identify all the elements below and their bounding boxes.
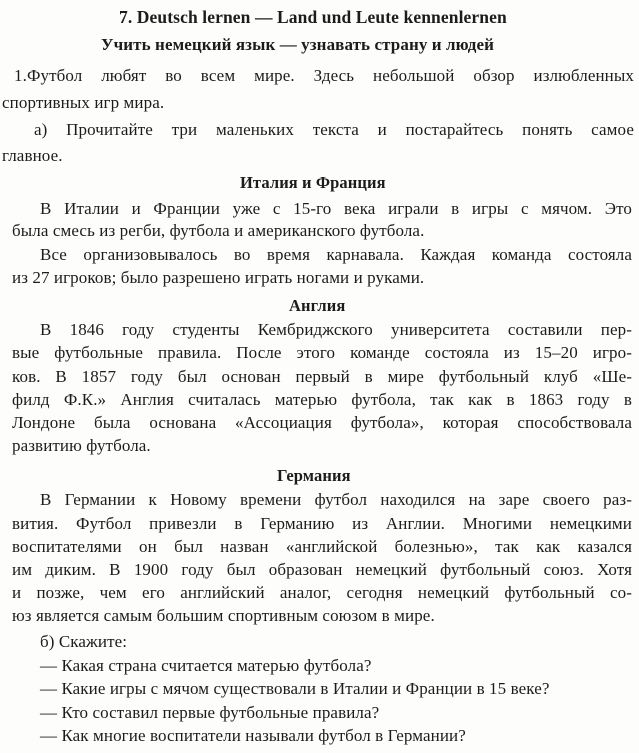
germany-line-1: В Германии к Новому времени футбол находился на заре своего раз- (40, 490, 632, 509)
task-b-question-1: — Какая страна считается матерью футбола? (40, 656, 372, 675)
germany-line-2: вития. Футбол привезли в Германию из Англии. Многими немецкими (12, 514, 632, 533)
task-b-question-3: — Кто составил первые футбольные правила? (40, 703, 380, 722)
england-line-1: В 1846 году студенты Кембриджского университета составили пер- (40, 320, 632, 339)
section-title-italy-france: Италия и Франция (240, 173, 386, 192)
exercise-intro-line-2: спортивных игр мира. (2, 93, 165, 112)
england-line-6: развитию футбола. (12, 436, 151, 455)
germany-line-5: и позже, чем его английский аналог, сегодня немецкий футбольный со- (12, 583, 632, 602)
section-title-england: Англия (289, 296, 346, 315)
task-b-question-2: — Какие игры с мячом существовали в Италии и Франции в 15 веке? (40, 679, 550, 698)
italy-france-line-2: была смесь из регби, футбола и американского футбола. (12, 221, 425, 240)
exercise-intro-line-1: 1.Футбол любят во всем мире. Здесь небольшой обзор излюбленных (14, 66, 634, 85)
task-b-question-4: — Как многие воспитатели называли футбол в Германии? (40, 726, 466, 745)
germany-line-6: юз является самым большим спортивным союзом в мире. (12, 606, 435, 625)
england-line-5: Лондоне была основана «Ассоциация футбола», которая способствовала (12, 413, 632, 432)
italy-france-line-3: Все организовывалось во время карнавала. Каждая команда состояла (40, 245, 632, 264)
italy-france-line-4: из 27 игроков; было разрешено играть ногами и руками. (12, 268, 425, 287)
england-line-4: филд Ф.К.» Англия считалась матерью футбола, так как в 1863 году в (12, 390, 632, 409)
task-a-line-2: главное. (2, 146, 63, 165)
german-title: 7. Deutsch lernen — Land und Leute kennenlernen (119, 7, 507, 27)
task-b-title: б) Скажите: (40, 632, 128, 651)
russian-title: Учить немецкий язык — узнавать страну и людей (101, 35, 495, 54)
germany-line-3: воспитателями он был назван «английской болезнью», так как казался (12, 537, 632, 556)
england-line-3: ков. В 1857 году был основан первый в мире футбольный клуб «Шe- (12, 367, 632, 386)
england-line-2: вые футбольные правила. После этого команде состояла из 15–20 игро- (12, 343, 632, 362)
task-a-line-1: а) Прочитайте три маленьких текста и постарайтесь понять самое (34, 120, 634, 139)
germany-line-4: им диким. В 1900 году был образован немецкий футбольный союз. Хотя (12, 560, 632, 579)
section-title-germany: Германия (277, 466, 351, 485)
italy-france-line-1: В Италии и Франции уже с 15-го века играли в игры с мячом. Это (40, 199, 632, 218)
